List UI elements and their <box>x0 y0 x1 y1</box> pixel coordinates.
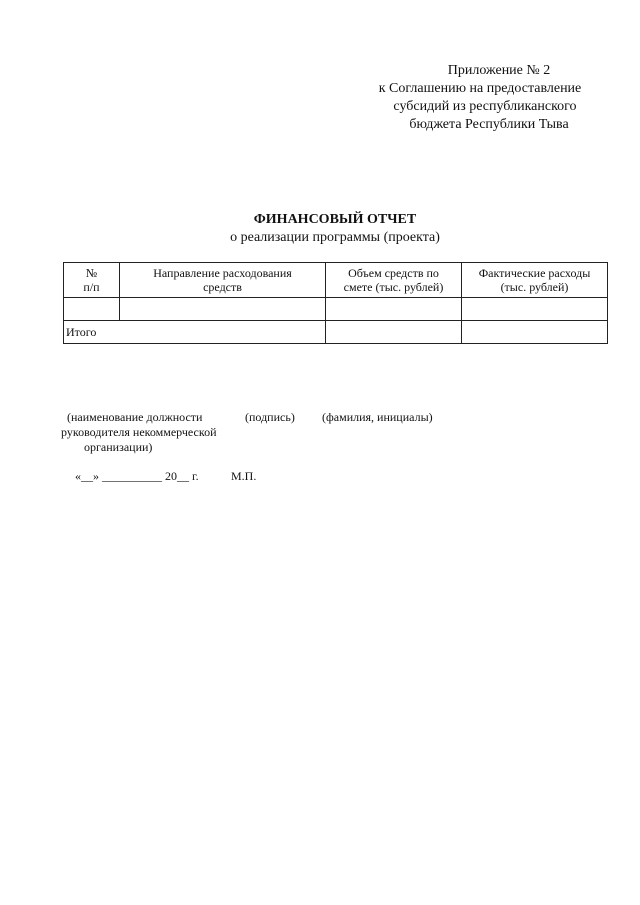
header-actual <box>462 263 608 298</box>
header-line: Фактические расходы <box>478 266 591 280</box>
total-label: Итого <box>64 321 326 344</box>
header-line: средств <box>203 280 242 294</box>
header-line: Объем средств по <box>348 266 439 280</box>
appendix-line: Приложение № 2 <box>447 63 551 78</box>
signature-label: (подпись) <box>245 410 295 424</box>
header-number <box>64 263 120 298</box>
position-label-line: руководителя некоммерческой <box>61 425 217 439</box>
header-line: смете (тыс. рублей) <box>343 280 444 294</box>
name-label: (фамилия, инициалы) <box>322 410 433 424</box>
header-estimate <box>326 263 462 298</box>
table-row <box>64 298 608 321</box>
header-line: п/п <box>83 280 100 294</box>
header-direction <box>120 263 326 298</box>
position-label-line: организации) <box>84 440 153 454</box>
date-field: «__» __________ 20__ г. <box>75 469 199 483</box>
header-line: № <box>85 266 98 280</box>
position-label-line: (наименование должности <box>67 410 203 424</box>
table-cell <box>120 298 326 321</box>
table-cell <box>326 298 462 321</box>
appendix-header <box>355 62 605 134</box>
appendix-line: субсидий из республиканского <box>393 99 577 114</box>
report-subtitle: о реализации программы (проекта) <box>230 230 440 245</box>
header-line: (тыс. рублей) <box>500 280 569 294</box>
table-total-row <box>64 321 608 344</box>
table-header-row <box>64 263 608 298</box>
total-estimate-cell <box>326 321 462 344</box>
appendix-line: к Соглашению на предоставление <box>378 81 582 96</box>
report-title: ФИНАНСОВЫЙ ОТЧЕТ <box>253 212 417 227</box>
appendix-line: бюджета Республики Тыва <box>409 117 569 132</box>
seal-label: М.П. <box>231 469 257 483</box>
table-cell <box>64 298 120 321</box>
table-cell <box>462 298 608 321</box>
financial-report-table <box>63 262 608 344</box>
total-actual-cell <box>462 321 608 344</box>
header-line: Направление расходования <box>153 266 292 280</box>
